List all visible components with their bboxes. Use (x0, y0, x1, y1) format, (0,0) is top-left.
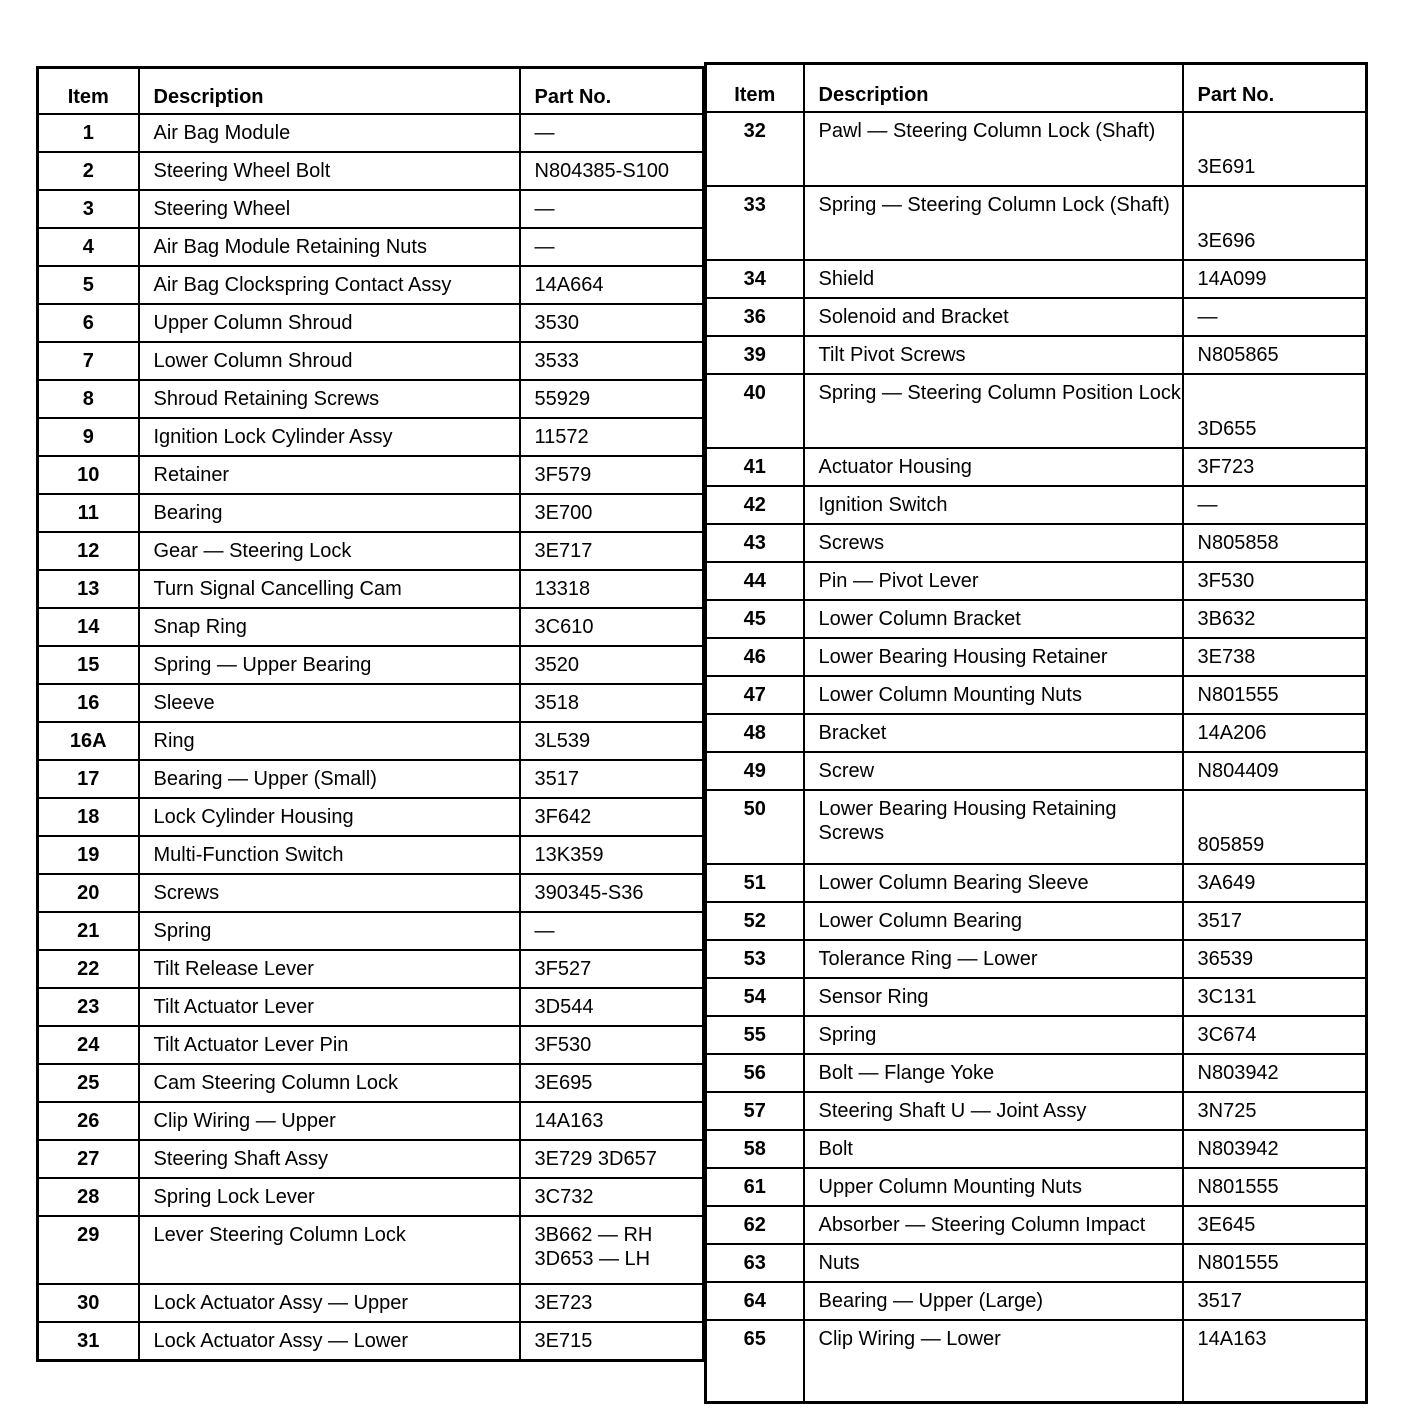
table-row (38, 190, 704, 228)
header-item: Item (706, 64, 804, 113)
part-number: — (520, 228, 704, 266)
part-number: 3N725 (1183, 1092, 1367, 1130)
part-number: 3E723 (520, 1284, 704, 1322)
item-description: Lock Cylinder Housing (139, 798, 520, 836)
item-description: Cam Steering Column Lock (139, 1064, 520, 1102)
item-number: 63 (706, 1244, 804, 1282)
item-description: Ignition Lock Cylinder Assy (139, 418, 520, 456)
table-row (706, 1130, 1367, 1168)
item-description: Snap Ring (139, 608, 520, 646)
item-description: Multi-Function Switch (139, 836, 520, 874)
item-description: Clip Wiring — Lower (804, 1320, 1183, 1403)
item-number: 43 (706, 524, 804, 562)
item-description: Gear — Steering Lock (139, 532, 520, 570)
item-number: 54 (706, 978, 804, 1016)
table-row (706, 486, 1367, 524)
part-number: 3B632 (1183, 600, 1367, 638)
part-number: 3E700 (520, 494, 704, 532)
item-number: 39 (706, 336, 804, 374)
item-description: Steering Shaft Assy (139, 1140, 520, 1178)
table-row (706, 902, 1367, 940)
table-row (706, 1206, 1367, 1244)
item-number: 56 (706, 1054, 804, 1092)
item-number: 3 (38, 190, 139, 228)
table-row (38, 456, 704, 494)
part-number: N801555 (1183, 676, 1367, 714)
table-row (706, 1282, 1367, 1320)
part-number: 3C131 (1183, 978, 1367, 1016)
item-number: 55 (706, 1016, 804, 1054)
header-description: Description (139, 68, 520, 115)
part-number: N801555 (1183, 1168, 1367, 1206)
item-description: Pawl — Steering Column Lock (Shaft) (804, 112, 1183, 186)
item-description: Lower Column Bearing (804, 902, 1183, 940)
table-row (38, 1102, 704, 1140)
part-number: N803942 (1183, 1130, 1367, 1168)
part-number: N805858 (1183, 524, 1367, 562)
header-description: Description (804, 64, 1183, 113)
item-number: 5 (38, 266, 139, 304)
item-description: Screw (804, 752, 1183, 790)
item-description: Upper Column Shroud (139, 304, 520, 342)
item-description: Nuts (804, 1244, 1183, 1282)
table-row (38, 912, 704, 950)
item-number: 24 (38, 1026, 139, 1064)
item-number: 25 (38, 1064, 139, 1102)
table-row (38, 570, 704, 608)
part-number: 3D655 (1183, 374, 1367, 448)
part-number: 805859 (1183, 790, 1367, 864)
table-row (706, 448, 1367, 486)
table-row (38, 1140, 704, 1178)
table-row (706, 336, 1367, 374)
item-number: 8 (38, 380, 139, 418)
parts-table-right (704, 62, 1368, 1404)
part-number: 3E729 3D657 (520, 1140, 704, 1178)
part-number: 3C732 (520, 1178, 704, 1216)
header-item: Item (38, 68, 139, 115)
item-description: Tilt Actuator Lever Pin (139, 1026, 520, 1064)
table-row (706, 940, 1367, 978)
table-row (706, 298, 1367, 336)
table-row (38, 1026, 704, 1064)
part-number: 3F579 (520, 456, 704, 494)
item-description: Bearing — Upper (Small) (139, 760, 520, 798)
item-number: 62 (706, 1206, 804, 1244)
item-description: Lower Bearing Housing Retaining Screws (804, 790, 1183, 864)
item-description: Screws (804, 524, 1183, 562)
item-number: 53 (706, 940, 804, 978)
item-number: 13 (38, 570, 139, 608)
table-row (706, 600, 1367, 638)
item-number: 34 (706, 260, 804, 298)
item-description: Spring Lock Lever (139, 1178, 520, 1216)
parts-table-left (36, 66, 705, 1362)
item-description: Lower Column Bracket (804, 600, 1183, 638)
table-row (38, 380, 704, 418)
part-number: 55929 (520, 380, 704, 418)
item-number: 45 (706, 600, 804, 638)
part-number: 3518 (520, 684, 704, 722)
item-number: 9 (38, 418, 139, 456)
item-description: Lever Steering Column Lock (139, 1216, 520, 1284)
item-number: 1 (38, 114, 139, 152)
part-number: N804385-S100 (520, 152, 704, 190)
table-row (38, 798, 704, 836)
item-description: Ring (139, 722, 520, 760)
part-number: — (520, 114, 704, 152)
item-number: 22 (38, 950, 139, 988)
table-row (38, 1322, 704, 1361)
part-number: 36539 (1183, 940, 1367, 978)
item-number: 44 (706, 562, 804, 600)
item-number: 28 (38, 1178, 139, 1216)
part-number: 3E696 (1183, 186, 1367, 260)
table-row (706, 1092, 1367, 1130)
item-description: Air Bag Module (139, 114, 520, 152)
part-number: 3517 (1183, 1282, 1367, 1320)
item-number: 31 (38, 1322, 139, 1361)
table-row (38, 532, 704, 570)
item-number: 49 (706, 752, 804, 790)
item-number: 65 (706, 1320, 804, 1403)
item-description: Spring — Upper Bearing (139, 646, 520, 684)
table-row (706, 752, 1367, 790)
part-number: 14A664 (520, 266, 704, 304)
item-description: Retainer (139, 456, 520, 494)
item-description: Steering Wheel (139, 190, 520, 228)
item-number: 33 (706, 186, 804, 260)
item-description: Bolt — Flange Yoke (804, 1054, 1183, 1092)
item-number: 18 (38, 798, 139, 836)
item-description: Spring (804, 1016, 1183, 1054)
item-number: 42 (706, 486, 804, 524)
part-number: 14A206 (1183, 714, 1367, 752)
part-number: 13318 (520, 570, 704, 608)
table-row (706, 1054, 1367, 1092)
table-row (706, 638, 1367, 676)
table-row (38, 760, 704, 798)
table-row (38, 304, 704, 342)
item-number: 23 (38, 988, 139, 1026)
part-number: 3E645 (1183, 1206, 1367, 1244)
part-number: 3E717 (520, 532, 704, 570)
item-number: 47 (706, 676, 804, 714)
part-number: 3533 (520, 342, 704, 380)
item-number: 57 (706, 1092, 804, 1130)
item-description: Tilt Release Lever (139, 950, 520, 988)
item-number: 4 (38, 228, 139, 266)
part-number: — (1183, 486, 1367, 524)
table-row (38, 950, 704, 988)
item-description: Bracket (804, 714, 1183, 752)
table-row (706, 186, 1367, 260)
table-row (38, 1216, 704, 1284)
item-number: 32 (706, 112, 804, 186)
item-number: 20 (38, 874, 139, 912)
item-description: Air Bag Clockspring Contact Assy (139, 266, 520, 304)
item-number: 7 (38, 342, 139, 380)
item-description: Bolt (804, 1130, 1183, 1168)
part-number: 3E691 (1183, 112, 1367, 186)
item-description: Lock Actuator Assy — Lower (139, 1322, 520, 1361)
item-description: Bearing (139, 494, 520, 532)
item-description: Lower Column Mounting Nuts (804, 676, 1183, 714)
item-description: Lower Column Bearing Sleeve (804, 864, 1183, 902)
part-number: 3C610 (520, 608, 704, 646)
table-row (706, 864, 1367, 902)
part-number: 3F530 (1183, 562, 1367, 600)
part-number: 3B662 — RH 3D653 — LH (520, 1216, 704, 1284)
item-description: Spring (139, 912, 520, 950)
item-description: Clip Wiring — Upper (139, 1102, 520, 1140)
table-row (706, 260, 1367, 298)
item-number: 10 (38, 456, 139, 494)
item-number: 21 (38, 912, 139, 950)
header-part-no: Part No. (1183, 64, 1367, 113)
part-number: 3F530 (520, 1026, 704, 1064)
item-description: Pin — Pivot Lever (804, 562, 1183, 600)
item-number: 14 (38, 608, 139, 646)
part-number: 3A649 (1183, 864, 1367, 902)
item-number: 17 (38, 760, 139, 798)
part-number: N803942 (1183, 1054, 1367, 1092)
table-row (706, 714, 1367, 752)
part-number: N805865 (1183, 336, 1367, 374)
table-row (706, 978, 1367, 1016)
item-description: Steering Wheel Bolt (139, 152, 520, 190)
part-number: 13K359 (520, 836, 704, 874)
table-row (38, 836, 704, 874)
part-number: 14A163 (520, 1102, 704, 1140)
part-number: 3530 (520, 304, 704, 342)
table-row (38, 646, 704, 684)
part-number: — (520, 912, 704, 950)
part-number: 3F527 (520, 950, 704, 988)
item-description: Shield (804, 260, 1183, 298)
part-number: N801555 (1183, 1244, 1367, 1282)
table-row (38, 608, 704, 646)
part-number: 3E738 (1183, 638, 1367, 676)
table-row (706, 790, 1367, 864)
table-row (38, 988, 704, 1026)
item-description: Screws (139, 874, 520, 912)
table-row (706, 562, 1367, 600)
item-number: 19 (38, 836, 139, 874)
item-description: Tilt Actuator Lever (139, 988, 520, 1026)
part-number: 3E715 (520, 1322, 704, 1361)
item-description: Turn Signal Cancelling Cam (139, 570, 520, 608)
part-number: 14A163 (1183, 1320, 1367, 1403)
item-number: 6 (38, 304, 139, 342)
part-number: 3E695 (520, 1064, 704, 1102)
header-row (706, 64, 1367, 113)
item-description: Upper Column Mounting Nuts (804, 1168, 1183, 1206)
item-description: Steering Shaft U — Joint Assy (804, 1092, 1183, 1130)
item-number: 12 (38, 532, 139, 570)
part-number: 390345-S36 (520, 874, 704, 912)
item-description: Tilt Pivot Screws (804, 336, 1183, 374)
item-number: 16A (38, 722, 139, 760)
item-description: Lock Actuator Assy — Upper (139, 1284, 520, 1322)
part-number: 3520 (520, 646, 704, 684)
item-description: Absorber — Steering Column Impact (804, 1206, 1183, 1244)
item-number: 64 (706, 1282, 804, 1320)
part-number: 3517 (520, 760, 704, 798)
item-number: 26 (38, 1102, 139, 1140)
table-row (706, 676, 1367, 714)
table-row (706, 524, 1367, 562)
item-number: 51 (706, 864, 804, 902)
table-row (706, 1168, 1367, 1206)
table-row (38, 342, 704, 380)
table-row (38, 228, 704, 266)
item-number: 15 (38, 646, 139, 684)
table-row (38, 722, 704, 760)
table-row (38, 1064, 704, 1102)
table-row (38, 494, 704, 532)
item-number: 52 (706, 902, 804, 940)
item-description: Spring — Steering Column Position Lock (804, 374, 1183, 448)
part-number: 3F723 (1183, 448, 1367, 486)
table-row (38, 418, 704, 456)
part-number: 3C674 (1183, 1016, 1367, 1054)
table-row (38, 1284, 704, 1322)
table-row (38, 1178, 704, 1216)
item-number: 41 (706, 448, 804, 486)
item-number: 30 (38, 1284, 139, 1322)
item-description: Spring — Steering Column Lock (Shaft) (804, 186, 1183, 260)
item-description: Lower Column Shroud (139, 342, 520, 380)
part-number: 11572 (520, 418, 704, 456)
table-row (38, 874, 704, 912)
table-row (706, 1244, 1367, 1282)
item-description: Sleeve (139, 684, 520, 722)
item-description: Air Bag Module Retaining Nuts (139, 228, 520, 266)
item-number: 27 (38, 1140, 139, 1178)
table-row (706, 112, 1367, 186)
table-row (38, 266, 704, 304)
table-row (706, 1016, 1367, 1054)
part-number: 3L539 (520, 722, 704, 760)
item-number: 46 (706, 638, 804, 676)
table-row (706, 1320, 1367, 1403)
item-number: 50 (706, 790, 804, 864)
part-number: 3517 (1183, 902, 1367, 940)
table-row (38, 684, 704, 722)
item-description: Actuator Housing (804, 448, 1183, 486)
item-number: 2 (38, 152, 139, 190)
item-description: Shroud Retaining Screws (139, 380, 520, 418)
item-number: 29 (38, 1216, 139, 1284)
item-description: Bearing — Upper (Large) (804, 1282, 1183, 1320)
item-number: 16 (38, 684, 139, 722)
part-number: 14A099 (1183, 260, 1367, 298)
item-number: 48 (706, 714, 804, 752)
item-number: 61 (706, 1168, 804, 1206)
part-number: 3F642 (520, 798, 704, 836)
item-description: Lower Bearing Housing Retainer (804, 638, 1183, 676)
item-description: Solenoid and Bracket (804, 298, 1183, 336)
item-number: 58 (706, 1130, 804, 1168)
part-number: — (1183, 298, 1367, 336)
table-row (706, 374, 1367, 448)
item-description: Ignition Switch (804, 486, 1183, 524)
header-row (38, 68, 704, 115)
part-number: — (520, 190, 704, 228)
table-row (38, 114, 704, 152)
item-description: Sensor Ring (804, 978, 1183, 1016)
header-part-no: Part No. (520, 68, 704, 115)
part-number: N804409 (1183, 752, 1367, 790)
item-description: Tolerance Ring — Lower (804, 940, 1183, 978)
item-number: 40 (706, 374, 804, 448)
item-number: 36 (706, 298, 804, 336)
part-number: 3D544 (520, 988, 704, 1026)
item-number: 11 (38, 494, 139, 532)
table-row (38, 152, 704, 190)
